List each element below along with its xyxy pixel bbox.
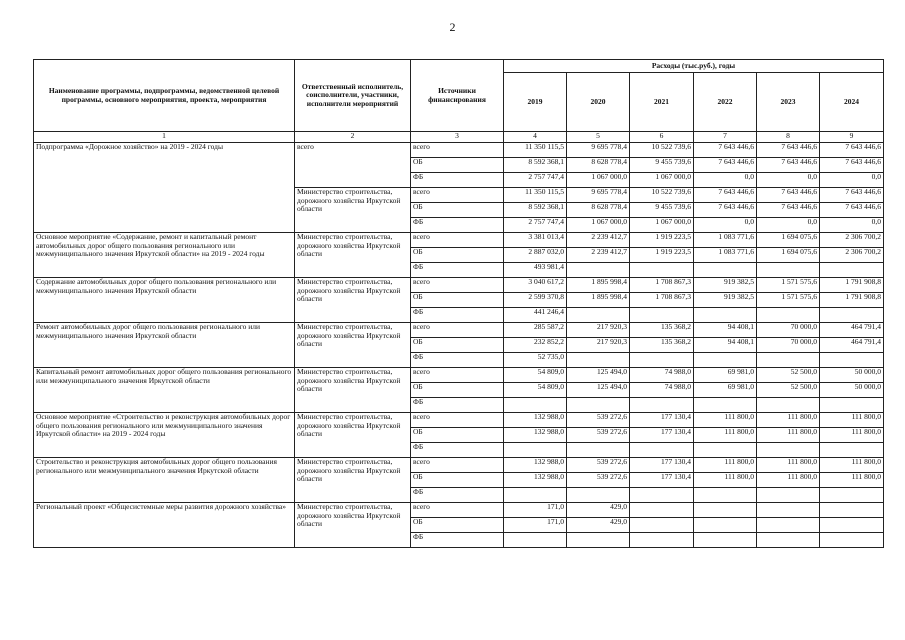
program-name: Подпрограмма «Дорожное хозяйство» на 2019 - 2024 годы bbox=[34, 143, 295, 233]
amount-cell bbox=[757, 488, 820, 503]
amount-cell: 69 981,0 bbox=[694, 383, 757, 398]
amount-cell: 10 522 739,6 bbox=[630, 143, 694, 158]
amount-cell bbox=[630, 263, 694, 278]
program-name: Региональный проект «Общесистемные меры развития дорожного хозяйства» bbox=[34, 503, 295, 548]
amount-cell: 539 272,6 bbox=[567, 458, 630, 473]
header-year: 2020 bbox=[567, 73, 630, 132]
amount-cell: 177 130,4 bbox=[630, 458, 694, 473]
amount-cell bbox=[694, 443, 757, 458]
amount-cell: 2 599 370,8 bbox=[504, 293, 567, 308]
amount-cell bbox=[567, 398, 630, 413]
funding-source: всего bbox=[411, 143, 504, 158]
column-index: 9 bbox=[820, 132, 884, 143]
amount-cell: 539 272,6 bbox=[567, 473, 630, 488]
amount-cell: 111 800,0 bbox=[820, 413, 884, 428]
amount-cell: 111 800,0 bbox=[757, 413, 820, 428]
amount-cell: 11 350 115,5 bbox=[504, 143, 567, 158]
responsible-executor: Министерство строительства, дорожного хозяйства Иркутской области bbox=[295, 413, 411, 458]
amount-cell: 1 708 867,3 bbox=[630, 293, 694, 308]
program-name: Строительство и реконструкция автомобильных дорог общего пользования регионального или межмуниципального значения Иркутской области bbox=[34, 458, 295, 503]
amount-cell bbox=[757, 443, 820, 458]
amount-cell: 52 735,0 bbox=[504, 353, 567, 368]
amount-cell: 217 920,3 bbox=[567, 323, 630, 338]
amount-cell: 7 643 446,6 bbox=[820, 158, 884, 173]
amount-cell bbox=[694, 308, 757, 323]
funding-source: ФБ bbox=[411, 443, 504, 458]
funding-source: ФБ bbox=[411, 218, 504, 233]
funding-source: ОБ bbox=[411, 428, 504, 443]
amount-cell bbox=[504, 488, 567, 503]
funding-source: ОБ bbox=[411, 158, 504, 173]
header-expenses: Расходы (тыс.руб.), годы bbox=[504, 60, 884, 73]
header-responsible: Ответственный исполнитель, соисполнители, участники, исполнители мероприятий bbox=[295, 60, 411, 132]
table-row bbox=[34, 368, 884, 383]
page-number: 2 bbox=[449, 20, 456, 34]
amount-cell: 177 130,4 bbox=[630, 413, 694, 428]
amount-cell: 1 791 908,8 bbox=[820, 293, 884, 308]
amount-cell: 8 592 368,1 bbox=[504, 158, 567, 173]
header-year: 2024 bbox=[820, 73, 884, 132]
amount-cell bbox=[757, 503, 820, 518]
amount-cell bbox=[820, 488, 884, 503]
funding-source: ФБ bbox=[411, 173, 504, 188]
amount-cell bbox=[694, 398, 757, 413]
amount-cell: 1 919 223,5 bbox=[630, 233, 694, 248]
amount-cell: 1 571 575,6 bbox=[757, 293, 820, 308]
amount-cell bbox=[630, 308, 694, 323]
program-name: Основное мероприятие «Строительство и реконструкция автомобильных дорог общего пользования регионального или межмуниципального значения Иркутской области» на 2019 - 2024 годы bbox=[34, 413, 295, 458]
amount-cell: 177 130,4 bbox=[630, 428, 694, 443]
funding-source: ОБ bbox=[411, 518, 504, 533]
amount-cell: 111 800,0 bbox=[757, 428, 820, 443]
column-index: 7 bbox=[694, 132, 757, 143]
table-row bbox=[34, 413, 884, 428]
amount-cell: 132 988,0 bbox=[504, 473, 567, 488]
amount-cell bbox=[694, 503, 757, 518]
amount-cell: 74 988,0 bbox=[630, 383, 694, 398]
amount-cell bbox=[820, 353, 884, 368]
amount-cell: 7 643 446,6 bbox=[757, 203, 820, 218]
amount-cell: 2 757 747,4 bbox=[504, 218, 567, 233]
funding-source: всего bbox=[411, 458, 504, 473]
amount-cell bbox=[820, 533, 884, 548]
amount-cell: 1 919 223,5 bbox=[630, 248, 694, 263]
amount-cell bbox=[504, 443, 567, 458]
amount-cell: 2 239 412,7 bbox=[567, 248, 630, 263]
amount-cell: 429,0 bbox=[567, 503, 630, 518]
amount-cell bbox=[630, 518, 694, 533]
amount-cell bbox=[820, 503, 884, 518]
responsible-executor: всего bbox=[295, 143, 411, 188]
amount-cell: 8 628 778,4 bbox=[567, 158, 630, 173]
amount-cell: 7 643 446,6 bbox=[757, 158, 820, 173]
funding-source: ФБ bbox=[411, 398, 504, 413]
amount-cell: 1 694 075,6 bbox=[757, 248, 820, 263]
amount-cell: 111 800,0 bbox=[757, 458, 820, 473]
amount-cell: 1 083 771,6 bbox=[694, 233, 757, 248]
program-name: Капитальный ремонт автомобильных дорог общего пользования регионального или межмуниципального значения Иркутской области bbox=[34, 368, 295, 413]
amount-cell: 111 800,0 bbox=[757, 473, 820, 488]
responsible-executor: Министерство строительства, дорожного хозяйства Иркутской области bbox=[295, 278, 411, 323]
amount-cell: 111 800,0 bbox=[820, 428, 884, 443]
amount-cell: 1 571 575,6 bbox=[757, 278, 820, 293]
amount-cell: 50 000,0 bbox=[820, 368, 884, 383]
funding-source: ФБ bbox=[411, 353, 504, 368]
amount-cell: 171,0 bbox=[504, 503, 567, 518]
amount-cell: 2 306 700,2 bbox=[820, 233, 884, 248]
amount-cell bbox=[820, 263, 884, 278]
amount-cell: 0,0 bbox=[820, 173, 884, 188]
amount-cell: 2 306 700,2 bbox=[820, 248, 884, 263]
column-index: 1 bbox=[34, 132, 295, 143]
table-row bbox=[34, 458, 884, 473]
responsible-executor: Министерство строительства, дорожного хозяйства Иркутской области bbox=[295, 188, 411, 233]
header-year: 2023 bbox=[757, 73, 820, 132]
amount-cell bbox=[630, 353, 694, 368]
amount-cell bbox=[630, 488, 694, 503]
amount-cell: 1 791 908,8 bbox=[820, 278, 884, 293]
amount-cell: 7 643 446,6 bbox=[694, 158, 757, 173]
responsible-executor: Министерство строительства, дорожного хозяйства Иркутской области bbox=[295, 503, 411, 548]
amount-cell bbox=[820, 308, 884, 323]
amount-cell: 7 643 446,6 bbox=[694, 188, 757, 203]
amount-cell: 217 920,3 bbox=[567, 338, 630, 353]
amount-cell bbox=[567, 263, 630, 278]
amount-cell: 464 791,4 bbox=[820, 338, 884, 353]
table-row bbox=[34, 323, 884, 338]
funding-source: ОБ bbox=[411, 338, 504, 353]
column-index-row bbox=[34, 132, 884, 143]
amount-cell: 70 000,0 bbox=[757, 338, 820, 353]
table-row bbox=[34, 278, 884, 293]
amount-cell: 8 628 778,4 bbox=[567, 203, 630, 218]
amount-cell bbox=[694, 518, 757, 533]
amount-cell: 1 067 000,0 bbox=[567, 218, 630, 233]
amount-cell: 1 067 000,0 bbox=[630, 218, 694, 233]
amount-cell: 52 500,0 bbox=[757, 368, 820, 383]
funding-source: ФБ bbox=[411, 488, 504, 503]
amount-cell: 69 981,0 bbox=[694, 368, 757, 383]
responsible-executor: Министерство строительства, дорожного хозяйства Иркутской области bbox=[295, 458, 411, 503]
funding-source: всего bbox=[411, 368, 504, 383]
amount-cell: 1 895 998,4 bbox=[567, 278, 630, 293]
amount-cell: 1 708 867,3 bbox=[630, 278, 694, 293]
amount-cell: 11 350 115,5 bbox=[504, 188, 567, 203]
amount-cell bbox=[567, 488, 630, 503]
funding-source: всего bbox=[411, 278, 504, 293]
table-row bbox=[34, 143, 884, 158]
amount-cell bbox=[504, 533, 567, 548]
funding-source: всего bbox=[411, 323, 504, 338]
funding-source: всего bbox=[411, 503, 504, 518]
column-index: 2 bbox=[295, 132, 411, 143]
amount-cell: 441 246,4 bbox=[504, 308, 567, 323]
amount-cell bbox=[567, 443, 630, 458]
amount-cell: 54 809,0 bbox=[504, 383, 567, 398]
amount-cell: 8 592 368,1 bbox=[504, 203, 567, 218]
amount-cell: 7 643 446,6 bbox=[820, 143, 884, 158]
amount-cell bbox=[820, 443, 884, 458]
amount-cell: 464 791,4 bbox=[820, 323, 884, 338]
funding-source: ОБ bbox=[411, 383, 504, 398]
amount-cell bbox=[567, 353, 630, 368]
amount-cell: 2 757 747,4 bbox=[504, 173, 567, 188]
amount-cell: 111 800,0 bbox=[820, 473, 884, 488]
amount-cell bbox=[567, 533, 630, 548]
amount-cell: 54 809,0 bbox=[504, 368, 567, 383]
amount-cell: 919 382,5 bbox=[694, 278, 757, 293]
amount-cell bbox=[694, 353, 757, 368]
amount-cell bbox=[757, 263, 820, 278]
amount-cell: 0,0 bbox=[757, 218, 820, 233]
amount-cell: 1 083 771,6 bbox=[694, 248, 757, 263]
amount-cell: 9 695 778,4 bbox=[567, 143, 630, 158]
amount-cell bbox=[630, 533, 694, 548]
amount-cell: 3 040 617,2 bbox=[504, 278, 567, 293]
column-index: 6 bbox=[630, 132, 694, 143]
amount-cell: 125 494,0 bbox=[567, 368, 630, 383]
program-name: Ремонт автомобильных дорог общего пользования регионального или межмуниципального значения Иркутской области bbox=[34, 323, 295, 368]
amount-cell bbox=[757, 533, 820, 548]
amount-cell: 0,0 bbox=[820, 218, 884, 233]
amount-cell: 7 643 446,6 bbox=[820, 188, 884, 203]
amount-cell: 493 981,4 bbox=[504, 263, 567, 278]
column-index: 8 bbox=[757, 132, 820, 143]
amount-cell bbox=[504, 398, 567, 413]
table-row bbox=[34, 233, 884, 248]
amount-cell: 74 988,0 bbox=[630, 368, 694, 383]
amount-cell: 1 694 075,6 bbox=[757, 233, 820, 248]
amount-cell bbox=[757, 398, 820, 413]
header-year: 2019 bbox=[504, 73, 567, 132]
amount-cell: 171,0 bbox=[504, 518, 567, 533]
amount-cell: 132 988,0 bbox=[504, 458, 567, 473]
amount-cell: 7 643 446,6 bbox=[757, 188, 820, 203]
header-year: 2021 bbox=[630, 73, 694, 132]
amount-cell: 3 381 013,4 bbox=[504, 233, 567, 248]
amount-cell: 125 494,0 bbox=[567, 383, 630, 398]
header-name: Наименование программы, подпрограммы, ведомственной целевой программы, основного мероприятия, проекта, мероприятия bbox=[34, 60, 295, 132]
amount-cell: 2 239 412,7 bbox=[567, 233, 630, 248]
amount-cell: 94 408,1 bbox=[694, 338, 757, 353]
amount-cell bbox=[820, 518, 884, 533]
amount-cell: 1 067 000,0 bbox=[630, 173, 694, 188]
amount-cell: 2 887 032,0 bbox=[504, 248, 567, 263]
funding-source: ОБ bbox=[411, 248, 504, 263]
amount-cell: 177 130,4 bbox=[630, 473, 694, 488]
funding-source: ОБ bbox=[411, 293, 504, 308]
amount-cell: 1 895 998,4 bbox=[567, 293, 630, 308]
amount-cell bbox=[757, 518, 820, 533]
column-index: 3 bbox=[411, 132, 504, 143]
column-index: 5 bbox=[567, 132, 630, 143]
amount-cell: 94 408,1 bbox=[694, 323, 757, 338]
funding-source: ФБ bbox=[411, 263, 504, 278]
amount-cell: 111 800,0 bbox=[694, 428, 757, 443]
amount-cell: 7 643 446,6 bbox=[820, 203, 884, 218]
amount-cell: 919 382,5 bbox=[694, 293, 757, 308]
amount-cell bbox=[694, 533, 757, 548]
amount-cell: 111 800,0 bbox=[694, 458, 757, 473]
amount-cell: 135 368,2 bbox=[630, 323, 694, 338]
table-row bbox=[34, 503, 884, 518]
amount-cell: 135 368,2 bbox=[630, 338, 694, 353]
amount-cell: 539 272,6 bbox=[567, 413, 630, 428]
funding-source: всего bbox=[411, 413, 504, 428]
amount-cell: 50 000,0 bbox=[820, 383, 884, 398]
amount-cell: 0,0 bbox=[757, 173, 820, 188]
amount-cell: 7 643 446,6 bbox=[694, 143, 757, 158]
funding-source: ФБ bbox=[411, 533, 504, 548]
responsible-executor: Министерство строительства, дорожного хозяйства Иркутской области bbox=[295, 233, 411, 278]
program-name: Основное мероприятие «Содержание, ремонт и капитальный ремонт автомобильных дорог общего пользования регионального или межмуниципального значения Иркутской области» на 2019 - 2024 годы bbox=[34, 233, 295, 278]
amount-cell bbox=[757, 308, 820, 323]
amount-cell: 7 643 446,6 bbox=[694, 203, 757, 218]
amount-cell: 111 800,0 bbox=[820, 458, 884, 473]
responsible-executor: Министерство строительства, дорожного хозяйства Иркутской области bbox=[295, 323, 411, 368]
amount-cell: 70 000,0 bbox=[757, 323, 820, 338]
funding-source: всего bbox=[411, 233, 504, 248]
funding-source: ОБ bbox=[411, 203, 504, 218]
amount-cell: 132 988,0 bbox=[504, 428, 567, 443]
amount-cell: 10 522 739,6 bbox=[630, 188, 694, 203]
funding-source: ФБ bbox=[411, 308, 504, 323]
amount-cell: 9 455 739,6 bbox=[630, 203, 694, 218]
amount-cell bbox=[820, 398, 884, 413]
amount-cell bbox=[630, 398, 694, 413]
amount-cell: 429,0 bbox=[567, 518, 630, 533]
amount-cell: 7 643 446,6 bbox=[757, 143, 820, 158]
header-year: 2022 bbox=[694, 73, 757, 132]
amount-cell: 9 695 778,4 bbox=[567, 188, 630, 203]
amount-cell bbox=[694, 263, 757, 278]
budget-table bbox=[33, 59, 884, 548]
column-index: 4 bbox=[504, 132, 567, 143]
amount-cell: 0,0 bbox=[694, 173, 757, 188]
funding-source: ОБ bbox=[411, 473, 504, 488]
budget-body bbox=[34, 143, 884, 548]
amount-cell bbox=[630, 503, 694, 518]
amount-cell bbox=[567, 308, 630, 323]
amount-cell: 132 988,0 bbox=[504, 413, 567, 428]
amount-cell: 52 500,0 bbox=[757, 383, 820, 398]
program-name: Содержание автомобильных дорог общего пользования регионального или межмуниципального значения Иркутской области bbox=[34, 278, 295, 323]
amount-cell: 0,0 bbox=[694, 218, 757, 233]
amount-cell: 232 852,2 bbox=[504, 338, 567, 353]
amount-cell: 111 800,0 bbox=[694, 413, 757, 428]
amount-cell bbox=[694, 488, 757, 503]
amount-cell bbox=[757, 353, 820, 368]
amount-cell: 539 272,6 bbox=[567, 428, 630, 443]
amount-cell: 1 067 000,0 bbox=[567, 173, 630, 188]
amount-cell: 285 587,2 bbox=[504, 323, 567, 338]
funding-source: всего bbox=[411, 188, 504, 203]
header-source: Источники финансирования bbox=[411, 60, 504, 132]
amount-cell: 9 455 739,6 bbox=[630, 158, 694, 173]
responsible-executor: Министерство строительства, дорожного хозяйства Иркутской области bbox=[295, 368, 411, 413]
amount-cell: 111 800,0 bbox=[694, 473, 757, 488]
amount-cell bbox=[630, 443, 694, 458]
